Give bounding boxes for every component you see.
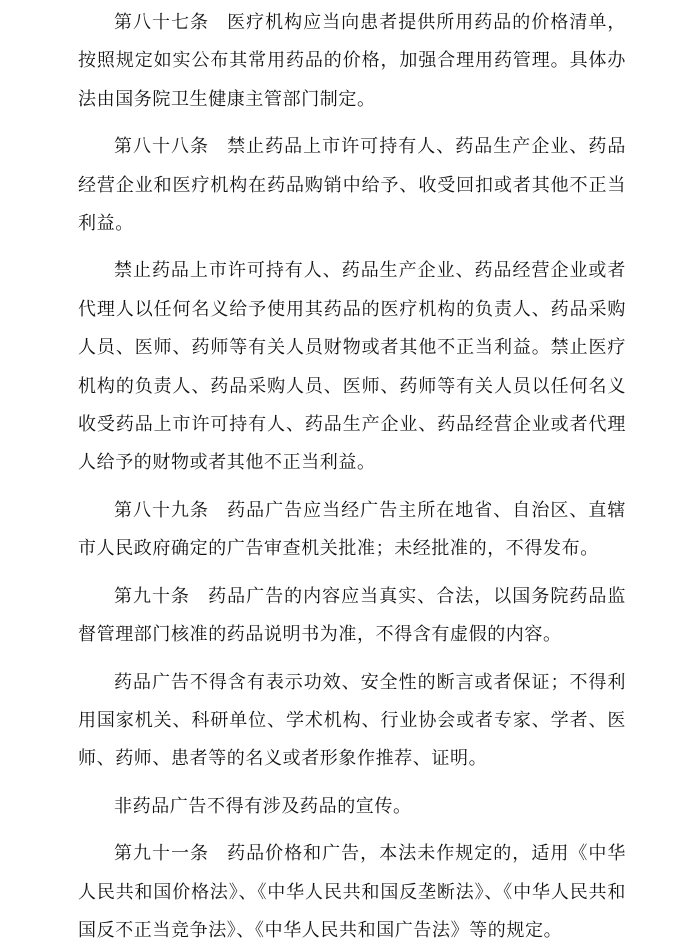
paragraph-text: 禁止药品上市许可持有人、药品生产企业、药品经营企业和医疗机构在药品购销中给予、收受回扣或者其他不正当利益。 (78, 136, 626, 235)
paragraph-article-90-clause-2 (78, 664, 626, 779)
paragraph-article-90 (78, 578, 626, 655)
paragraph-article-88-clause-2 (78, 252, 626, 482)
document-body (78, 4, 626, 950)
article-number: 第八十九条 (114, 499, 210, 521)
article-number: 第八十八条 (114, 136, 210, 158)
article-number: 第九十条 (114, 585, 191, 607)
paragraph-article-90-clause-3 (78, 788, 626, 826)
article-number: 第八十七条 (114, 12, 210, 33)
paragraph-article-89 (78, 492, 626, 569)
paragraph-text: 非药品广告不得有涉及药品的宣传。 (114, 795, 412, 817)
paragraph-text: 药品价格和广告，本法未作规定的，适用《中华人民共和国价格法》、《中华人民共和国反垄断法》、《中华人民共和国反不正当竞争法》、《中华人民共和国广告法》等的规定。 (78, 843, 626, 941)
article-number: 第九十一条 (114, 843, 210, 865)
paragraph-article-87 (78, 4, 626, 119)
paragraph-text: 药品广告应当经广告主所在地省、自治区、直辖市人民政府确定的广告审查机关批准；未经批准的，不得发布。 (78, 499, 626, 560)
paragraph-text: 医疗机构应当向患者提供所用药品的价格清单，按照规定如实公布其常用药品的价格，加强合理用药管理。具体办法由国务院卫生健康主管部门制定。 (78, 12, 626, 110)
paragraph-article-91 (78, 835, 626, 950)
paragraph-text: 药品广告的内容应当真实、合法，以国务院药品监督管理部门核准的药品说明书为准，不得含有虚假的内容。 (78, 585, 626, 646)
paragraph-text: 禁止药品上市许可持有人、药品生产企业、药品经营企业或者代理人以任何名义给予使用其药品的医疗机构的负责人、药品采购人员、医师、药师等有关人员财物或者其他不正当利益。禁止医疗机构的负责人、药品采购人员、医师、药师等有关人员以任何名义收受药品上市许可持有人、药品生产企业、药品经营企业或者代理人给予的财物或者其他不正当利益。 (78, 260, 626, 474)
paragraph-text: 药品广告不得含有表示功效、安全性的断言或者保证；不得利用国家机关、科研单位、学术机构、行业协会或者专家、学者、医师、药师、患者等的名义或者形象作推荐、证明。 (78, 671, 626, 770)
paragraph-article-88 (78, 128, 626, 243)
